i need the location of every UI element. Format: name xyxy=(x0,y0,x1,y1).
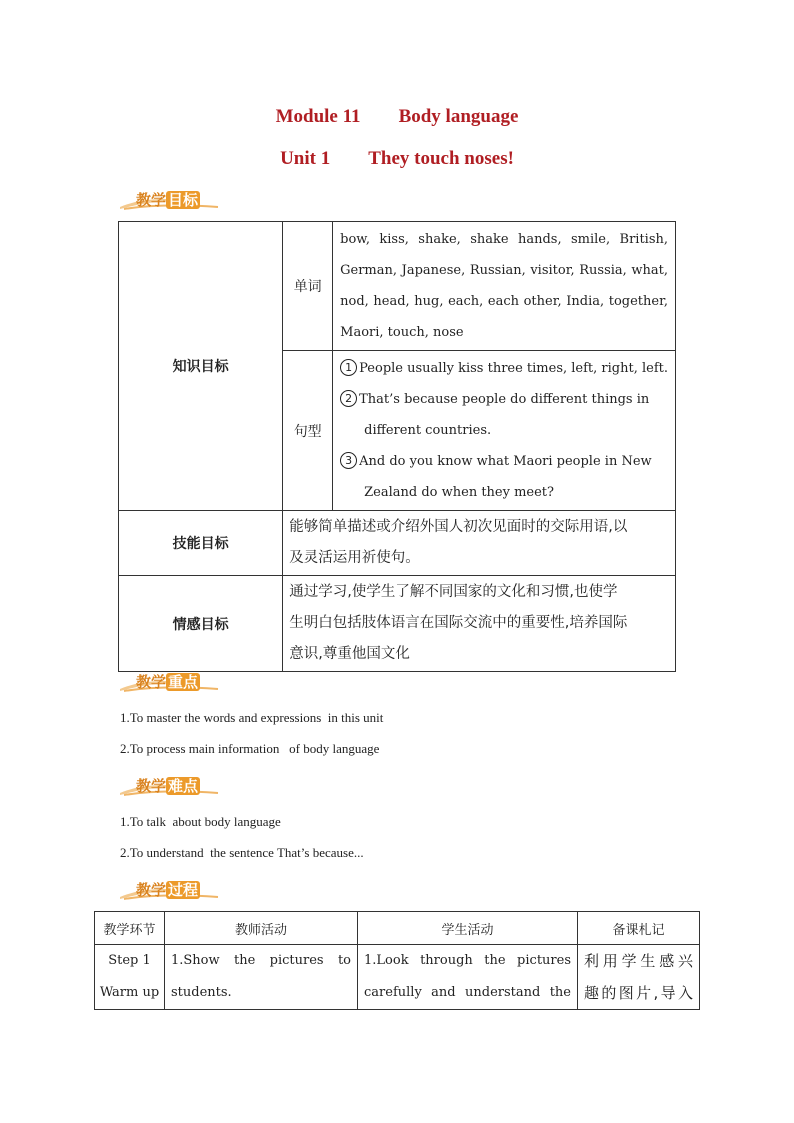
words-line: German, Japanese, Russian, visitor, Russia, what, xyxy=(340,263,668,278)
words-line: Maori, touch, nose xyxy=(340,325,464,340)
header-notes: 备课札记 xyxy=(578,912,700,945)
section-tag-objectives: 教学 目标 xyxy=(118,187,222,211)
key-point: 2.To process main information of body language xyxy=(120,741,380,756)
notes-cell xyxy=(578,945,700,1010)
step-line: Warm up xyxy=(99,985,160,1000)
skill-cell xyxy=(283,511,676,576)
skill-line: 能够简单描述或介绍外国人初次见面时的交际用语,以 xyxy=(289,519,628,535)
emotion-line: 意识,尊重他国文化 xyxy=(289,646,410,662)
circled-number: 3 xyxy=(340,452,357,469)
unit-title: Unit 1 They touch noses! xyxy=(280,148,514,169)
patterns-label: 句型 xyxy=(283,351,333,511)
header-stage: 教学环节 xyxy=(95,912,165,945)
step-line: Step 1 xyxy=(108,953,151,968)
words-label: 单词 xyxy=(283,222,333,351)
pattern-continuation: Zealand do when they meet? xyxy=(364,485,555,500)
skill-line: 及灵活运用祈使句。 xyxy=(289,550,420,566)
difficulty: 2.To understand the sentence That’s because... xyxy=(120,845,364,860)
process-table xyxy=(94,911,700,1010)
pattern-item: 1 People usually kiss three times, left, right, left. xyxy=(340,353,668,384)
emotion-label: 情感目标 xyxy=(119,576,283,672)
emotion-line: 生明白包括肢体语言在国际交流中的重要性,培养国际 xyxy=(289,615,628,631)
knowledge-label: 知识目标 xyxy=(119,222,283,511)
student-cell xyxy=(358,945,578,1010)
student-line: 1.Look through the pictures xyxy=(364,953,571,968)
words-line: bow, kiss, shake, shake hands, smile, British, xyxy=(340,232,668,247)
patterns-cell xyxy=(333,351,676,511)
circled-number: 1 xyxy=(340,359,357,376)
student-line: carefully and understand the xyxy=(364,985,571,1000)
notes-line: 趣的图片,导入 xyxy=(584,984,693,1002)
teacher-line: students. xyxy=(171,985,232,1000)
words-cell xyxy=(333,222,676,351)
emotion-line: 通过学习,使学生了解不同国家的文化和习惯,也使学 xyxy=(289,584,618,600)
section-tag-key-points: 教学 重点 xyxy=(118,669,222,693)
notes-line: 利用学生感兴 xyxy=(584,952,693,970)
difficulty: 1.To talk about body language xyxy=(120,814,281,829)
teacher-line: 1.Show the pictures to xyxy=(171,953,351,968)
header-teacher: 教师活动 xyxy=(165,912,358,945)
skill-label: 技能目标 xyxy=(119,511,283,576)
circled-number: 2 xyxy=(340,390,357,407)
section-tag-difficulties: 教学 难点 xyxy=(118,773,222,797)
pattern-item: 3 And do you know what Maori people in New xyxy=(340,446,668,477)
table-row xyxy=(95,945,700,1010)
module-title: Module 11 Body language xyxy=(275,106,519,127)
teacher-cell xyxy=(165,945,358,1010)
emotion-cell xyxy=(283,576,676,672)
words-line: nod, head, hug, each, each other, India, together, xyxy=(340,294,668,309)
pattern-item: 2 That’s because people do different things in xyxy=(340,384,668,415)
pattern-continuation: different countries. xyxy=(364,423,492,438)
header-student: 学生活动 xyxy=(358,912,578,945)
step-cell xyxy=(95,945,165,1010)
objectives-table xyxy=(118,221,676,672)
section-tag-process: 教学 过程 xyxy=(118,877,222,901)
key-point: 1.To master the words and expressions in this unit xyxy=(120,710,384,725)
